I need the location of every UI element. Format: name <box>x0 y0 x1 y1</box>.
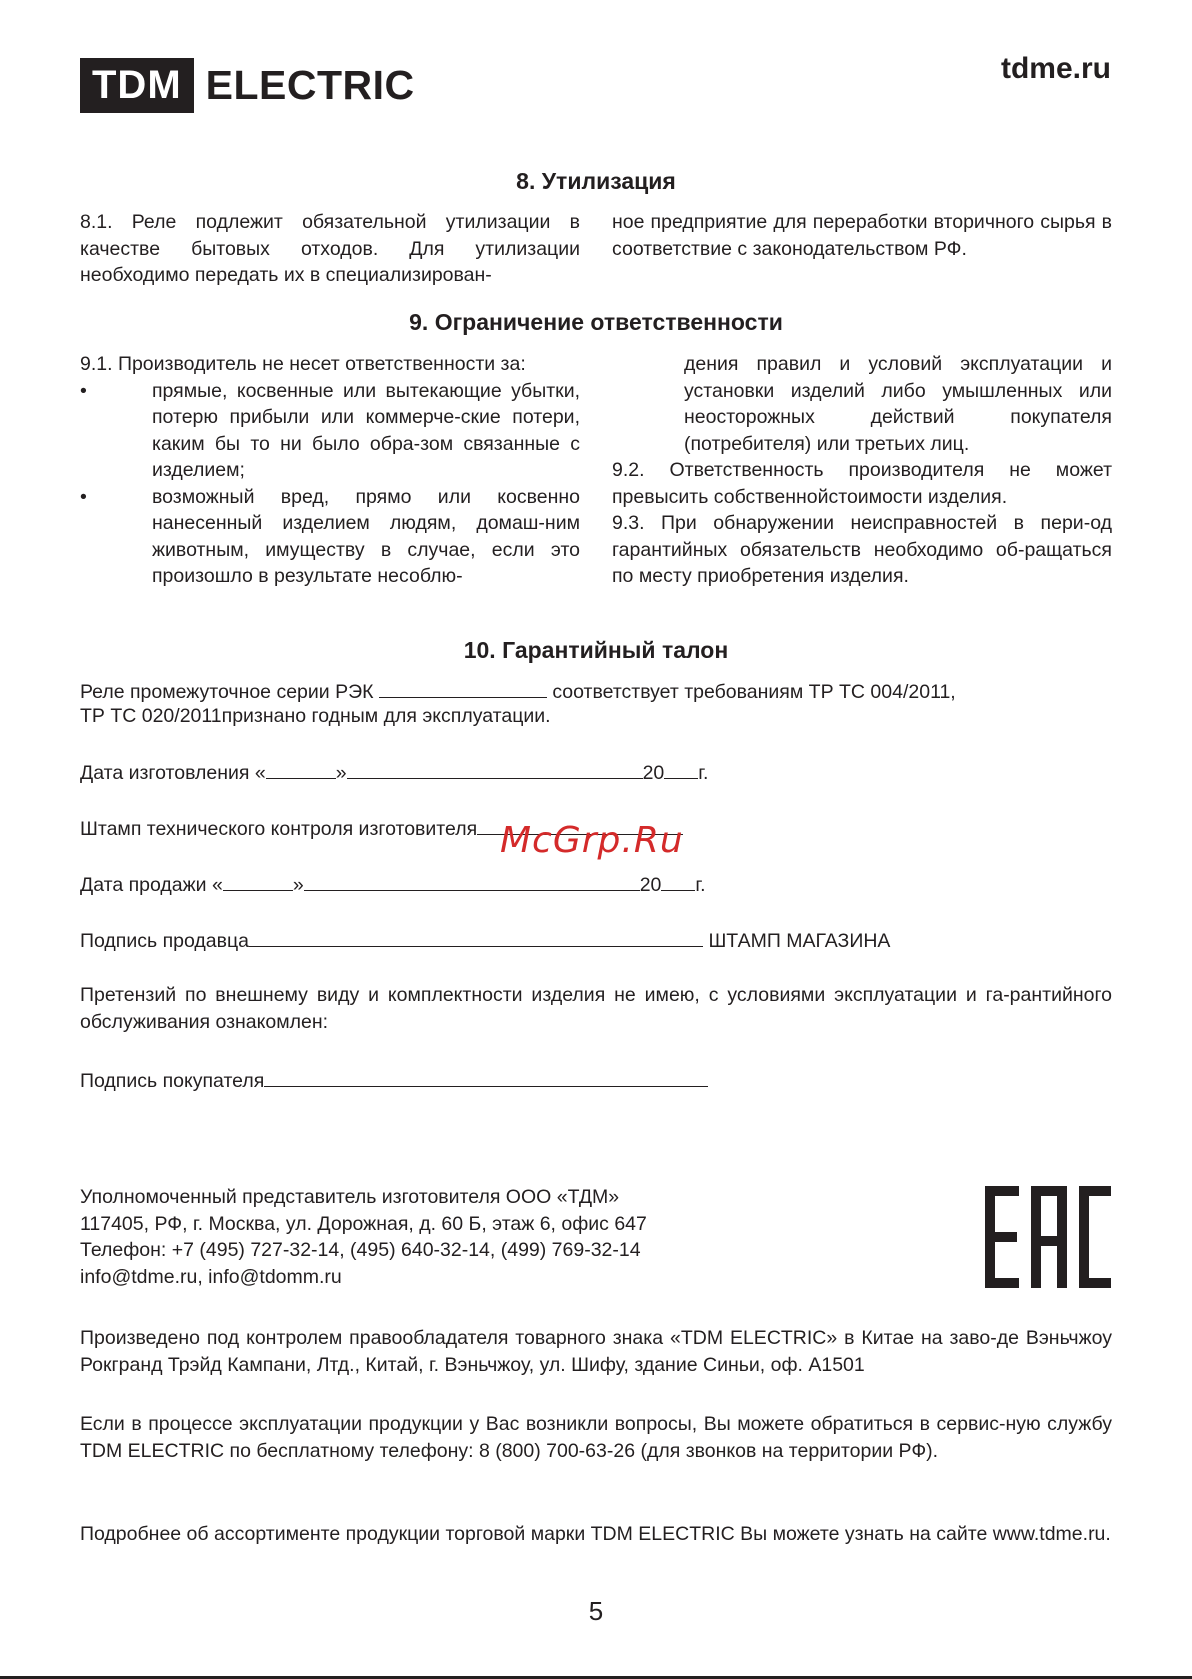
series-blank[interactable] <box>379 677 547 698</box>
rep-line: info@tdme.ru, info@tdomm.ru <box>80 1265 342 1288</box>
sale-date-label: Дата продажи « <box>80 874 223 896</box>
manufacture-date-row <box>80 758 708 786</box>
section-9-2: 9.2. Ответственность производителя не может превысить собственнойстоимости изделия. <box>612 459 1112 508</box>
eac-logo-icon <box>985 1186 1111 1288</box>
bullet-1-text: прямые, косвенные или вытекающие убытки, потерю прибыли или коммерче-ские потери, каким бы то ни было обра-зом связанные с изделием; <box>152 379 580 481</box>
section-8-col2: ное предприятие для переработки вторичного сырья в соответствие с законодательством РФ. <box>612 211 1112 260</box>
sale-day-blank[interactable] <box>223 870 293 891</box>
manufacture-day-blank[interactable] <box>266 758 336 779</box>
sale-year-blank[interactable] <box>661 870 695 891</box>
bullet-item <box>80 378 580 484</box>
watermark: McGrp.Ru <box>500 820 684 861</box>
buyer-sign-blank[interactable] <box>264 1066 708 1087</box>
warranty-line-1 <box>80 677 956 705</box>
brand-logo <box>80 58 415 113</box>
warranty-line-1-a: Реле промежуточное серии РЭК <box>80 681 374 703</box>
rep-line: 117405, РФ, г. Москва, ул. Дорожная, д. 60 Б, этаж 6, офис 647 <box>80 1212 647 1235</box>
quote-close: » <box>335 762 347 784</box>
bullet-mark: • <box>80 379 87 402</box>
stamp-control-label: Штамп технического контроля изготовителя <box>80 818 478 840</box>
bullet-2-text: возможный вред, прямо или косвенно нанесенный изделием людям, домаш-ним животным, имуществу в случае, если это произошло в результате несоблю- <box>152 485 580 587</box>
seller-sign-label: Подпись продавца <box>80 930 250 952</box>
sale-month-blank[interactable] <box>304 870 640 891</box>
rep-line: Телефон: +7 (495) 727-32-14, (495) 640-32-14, (499) 769-32-14 <box>80 1239 641 1261</box>
logo-text: ELECTRIC <box>205 62 415 108</box>
manufacture-year-blank[interactable] <box>664 758 698 779</box>
service-statement: Если в процессе эксплуатации продукции у Вас возникли вопросы, Вы можете обратиться в сервис-ную службу TDM ELECTRIC по бесплатному телефону: 8 (800) 700-63-26 (для звонков на территории РФ). <box>80 1413 1112 1462</box>
seller-sign-blank[interactable] <box>249 926 703 947</box>
section-9-3: 9.3. При обнаружении неисправностей в пери-од гарантийных обязательств необходимо об-ращаться по месту приобретения изделия. <box>612 512 1112 587</box>
produced-statement: Произведено под контролем правообладателя товарного знака «TDM ELECTRIC» в Китае на заво-де Вэньчжоу Рокгранд Трэйд Кампани, Лтд., Китай, г. Вэньчжоу, ул. Шифу, здание Синьи, оф. А1501 <box>80 1327 1112 1376</box>
shop-stamp-label: ШТАМП МАГАЗИНА <box>708 930 891 952</box>
bullet-mark: • <box>80 485 87 508</box>
section-8-title: 8. Утилизация <box>516 168 676 194</box>
section-9-title: 9. Ограничение ответственности <box>409 309 783 335</box>
section-9-col1 <box>80 351 580 590</box>
bullet-2-continuation: дения правил и условий эксплуатации и установки изделий либо умышленных или неосторожных действий покупателя (потребителя) или третьих лиц. <box>684 353 1112 455</box>
site-url: tdme.ru <box>1000 52 1111 85</box>
bullet-item <box>80 484 580 590</box>
manufacture-date-label: Дата изготовления « <box>80 762 266 784</box>
year-prefix: 20 <box>642 762 665 784</box>
sale-date-row <box>80 870 706 898</box>
logo-box: TDM <box>80 58 194 113</box>
year-prefix: 20 <box>639 874 662 896</box>
claims-statement: Претензий по внешнему виду и комплектности изделия не имею, с условиями эксплуатации и га-рантийного обслуживания ознакомлен: <box>80 984 1112 1033</box>
page-number: 5 <box>588 1596 604 1626</box>
buyer-sign-label: Подпись покупателя <box>80 1070 265 1092</box>
more-info-statement: Подробнее об ассортименте продукции торговой марки TDM ELECTRIC Вы можете узнать на сайте www.tdme.ru. <box>80 1523 1111 1545</box>
buyer-sign-row <box>80 1066 708 1094</box>
year-suffix: г. <box>698 762 709 784</box>
section-9-intro: 9.1. Производитель не несет ответственности за: <box>80 353 526 375</box>
rep-line: Уполномоченный представитель изготовителя ООО «ТДМ» <box>80 1186 620 1208</box>
manufacture-month-blank[interactable] <box>347 758 643 779</box>
section-10-title: 10. Гарантийный талон <box>463 637 729 663</box>
warranty-line-1-b: соответствует требованиям ТР ТС 004/2011, <box>552 681 956 703</box>
seller-sign-row <box>80 926 890 954</box>
warranty-line-2: ТР ТС 020/2011признано годным для эксплуатации. <box>80 705 551 727</box>
year-suffix: г. <box>695 874 706 896</box>
section-8-col1: 8.1. Реле подлежит обязательной утилизации в качестве бытовых отходов. Для утилизации необходимо передать их в специализирован- <box>80 211 580 286</box>
section-9-col2 <box>612 351 1112 590</box>
quote-close: » <box>292 874 304 896</box>
representative-block <box>80 1184 880 1290</box>
eac-mark <box>985 1186 1111 1293</box>
